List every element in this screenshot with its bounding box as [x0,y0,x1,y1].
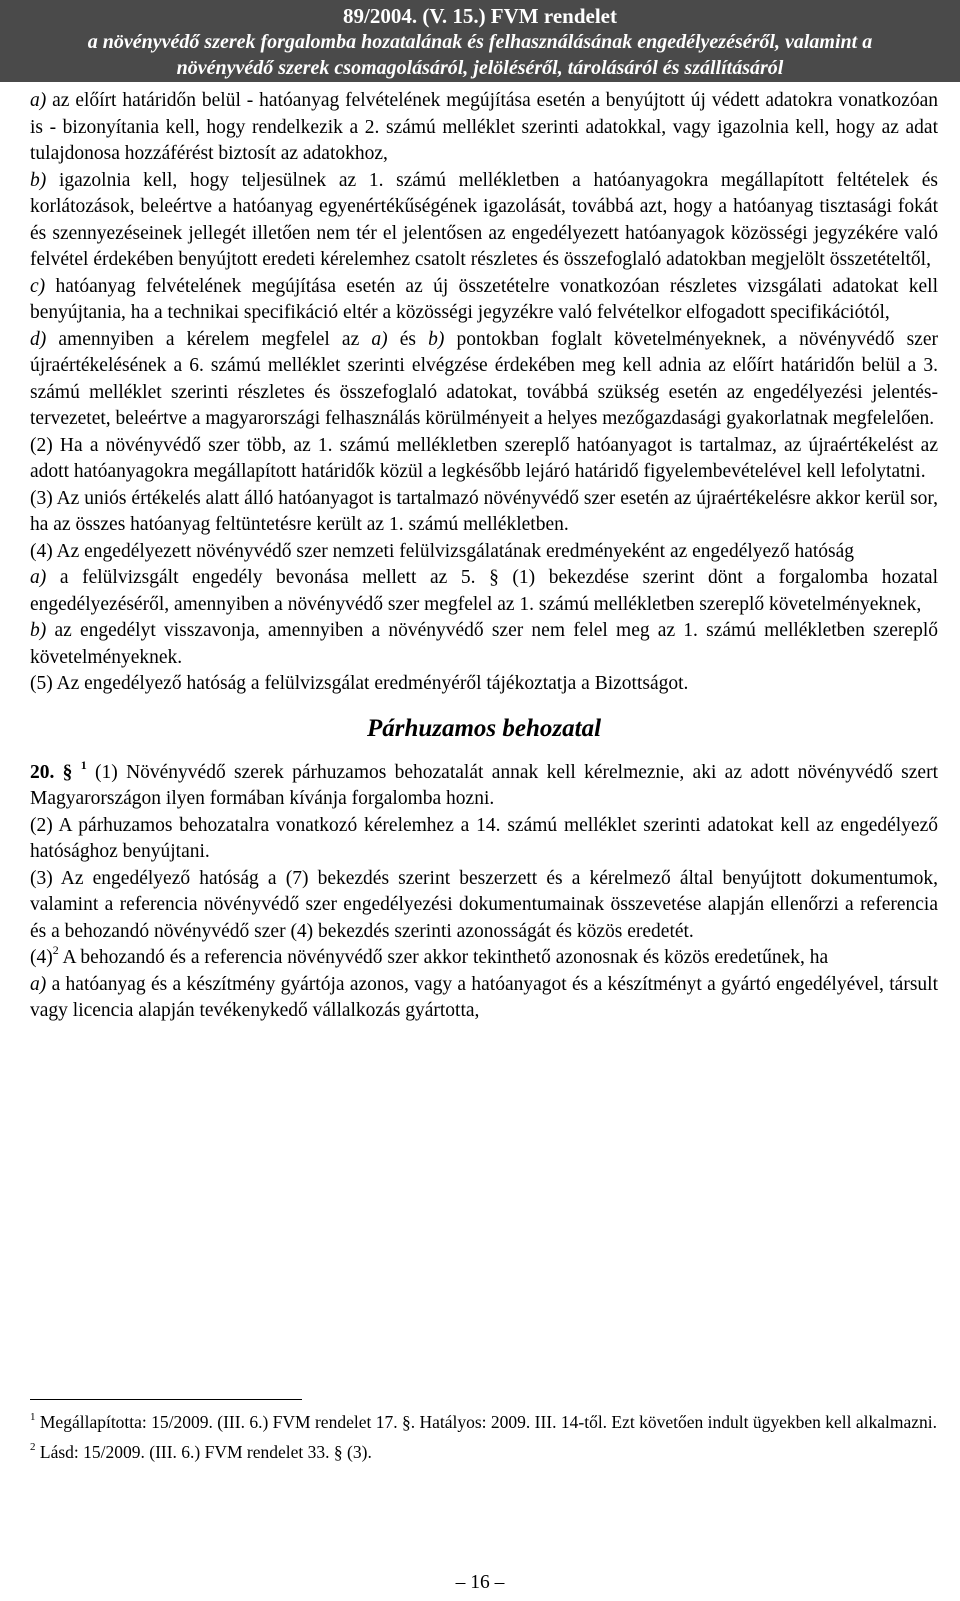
paragraph: (2) A párhuzamos behozatalra vonatkozó kérelemhez a 14. számú melléklet szerinti adatokat kell az engedélyező hatósághoz benyújtani. [30,814,938,862]
paragraph-text: igazolnia kell, hogy teljesülnek az 1. számú mellékletben a hatóanyagokra megállapított feltételek és korlátozások, beleértve a hatóanyag egyenértékűségének igazolását, továbbá azt, hogy a hatóanyag tisztasági fokát és szennyezéseinek jellegét illetően nem tér el jelentősen az engedélyezett hatóanyagok közösségi jegyzékére való felvétel érdekében benyújtott eredeti kérelemhez csatolt részletes és összefoglaló adatokban megjelölt összetételtől, [30,169,938,270]
paragraph-text: pontokban foglalt követelményeknek, a növényvédő szer újraértékelésének a 6. számú melléklet szerinti elvégzése érdekében meg kell adnia az előírt határidőn belül a 3. számú melléklet szerinti részletes és összefoglaló adatokat, továbbá szükség esetén az engedélyezési jelentés-tervezetet, beleértve a magyarországi felhasználás körülményeit a helyes mezőgazdasági gyakorlatnak megfelelően. [30,328,938,429]
paragraph: (2) Ha a növényvédő szer több, az 1. számú mellékletben szereplő hatóanyagot is tartalmaz, az újraértékelést az adott hatóanyagokra megállapított határidők közül a legkésőbb lejáró határidő figyelembevételével kell lefolytatni. [30,434,938,482]
point-label: a) [30,567,47,588]
point-label: d) [30,328,47,350]
paragraph [30,945,938,972]
paragraph: (3) Az uniós értékelés alatt álló hatóanyagot is tartalmazó növényvédő szer esetén az újraértékelésre akkor kerül sor, ha az összes hatóanyag feltüntetésre került az 1. számú mellékletben. [30,487,938,535]
paragraph [30,618,938,671]
footnote-number: 1 [30,1411,36,1423]
footnote-ref[interactable]: 2 [52,943,59,957]
paragraph-text: amennyiben a kérelem megfelel az [46,328,372,350]
paragraph: (5) Az engedélyező hatóság a felülvizsgálat eredményéről tájékoztatja a Bizottságot. [30,673,689,694]
header-subtitle-line-2: növényvédő szerek csomagolásáról, jelöléséről, tárolásáról és szállításáról [176,57,784,79]
point-reference: b) [428,328,445,350]
paragraph: (3) Az engedélyező hatóság a (7) bekezdés szerint beszerzett és a kérelmező által benyújtott dokumentumok, valamint a referencia növényvédő szer engedélyezési dokumentumainak összevetése alapján ellenőrzi a referencia és a behozandó növényvédő szer (4) bekezdés szerinti azonosságát és közös eredetét. [30,867,938,942]
paragraph [30,757,938,813]
footnote-text: Lásd: 15/2009. (III. 6.) FVM rendelet 33. § (3). [35,1442,372,1462]
paragraph-text: a hatóanyag és a készítmény gyártója azonos, vagy a hatóanyagot és a készítményt a gyártó engedélyével, társult vagy licencia alapján tevékenykedő vállalkozás gyártotta, [30,973,938,1021]
paragraph [30,274,938,327]
paragraph-text: és [387,328,429,350]
footnote [30,1440,938,1464]
paragraph-text: az engedélyt visszavonja, amennyiben a növényvédő szer nem felel meg az 1. számú mellékletben szereplő követelményeknek. [30,620,938,668]
point-label: a) [30,90,47,111]
footnote-text: Megállapította: 15/2009. (III. 6.) FVM rendelet 17. §. Hatályos: 2009. III. 14-től. Ezt követően indult ügyekben kell alkalmazni. [35,1412,938,1432]
section-title: Párhuzamos behozatal [366,714,602,742]
point-label: b) [30,620,47,641]
paragraph-text: hatóanyag felvételének megújítása esetén az új összetételre vonatkozóan részletes vizsgálati adatokat kell benyújtania, ha a technikai specifikáció eltér a közösségi jegyzékre való felvételkor elfogadott specifikációtól, [30,275,938,323]
footnotes [30,1410,938,1470]
point-label: b) [30,169,47,191]
page-number: – 16 – [455,1572,505,1593]
point-label: a) [30,973,47,995]
paragraph-text: az előírt határidőn belül - hatóanyag felvételének megújítása esetén a benyújtott új védett adatokra vonatkozóan is - bizonyítania kell, hogy rendelkezik a 2. számú melléklet szerinti adatokkal, vagy igazolnia kell, hogy az adat tulajdonosa hozzáférést biztosít az adatokhoz, [30,90,938,164]
paragraph-number: (4) [30,947,53,968]
footnote-separator [30,1399,302,1400]
footnote [30,1410,938,1434]
header-title: 89/2004. (V. 15.) FVM rendelet [343,4,617,28]
paragraph-text: A behozandó és a referencia növényvédő szer akkor tekinthető azonosnak és közös eredetűnek, ha [58,947,829,968]
footnote-ref[interactable]: 1 [80,757,87,772]
paragraph [30,972,938,1025]
point-label: c) [30,275,46,297]
section-sign: § [54,761,81,783]
header-subtitle-line-1: a növényvédő szerek forgalomba hozatalának és felhasználásának engedélyezéséről, valamint a [87,31,873,53]
paragraph [30,88,938,168]
document-body [30,88,938,1025]
paragraph-text: (1) Növényvédő szerek párhuzamos behozatalát annak kell kérelmeznie, aki az adott növényvédő szert Magyarországon ilyen formában kívánja forgalomba hozni. [30,761,938,809]
paragraph: (4) Az engedélyezett növényvédő szer nemzeti felülvizsgálatának eredményeként az engedélyező hatóság [30,540,855,562]
paragraph [30,168,938,274]
paragraph-text: a felülvizsgált engedély bevonása mellett az 5. § (1) bekezdése szerint dönt a forgalomba hozatal engedélyezéséről, amennyiben a növényvédő szer megfelel az 1. számú mellékletben szereplő követelményeknek, [30,567,938,615]
paragraph [30,565,938,618]
paragraph [30,327,938,433]
point-reference: a) [371,328,388,350]
section-number: 20. [30,761,55,783]
footnote-number: 2 [30,1441,36,1453]
running-header [0,0,960,82]
